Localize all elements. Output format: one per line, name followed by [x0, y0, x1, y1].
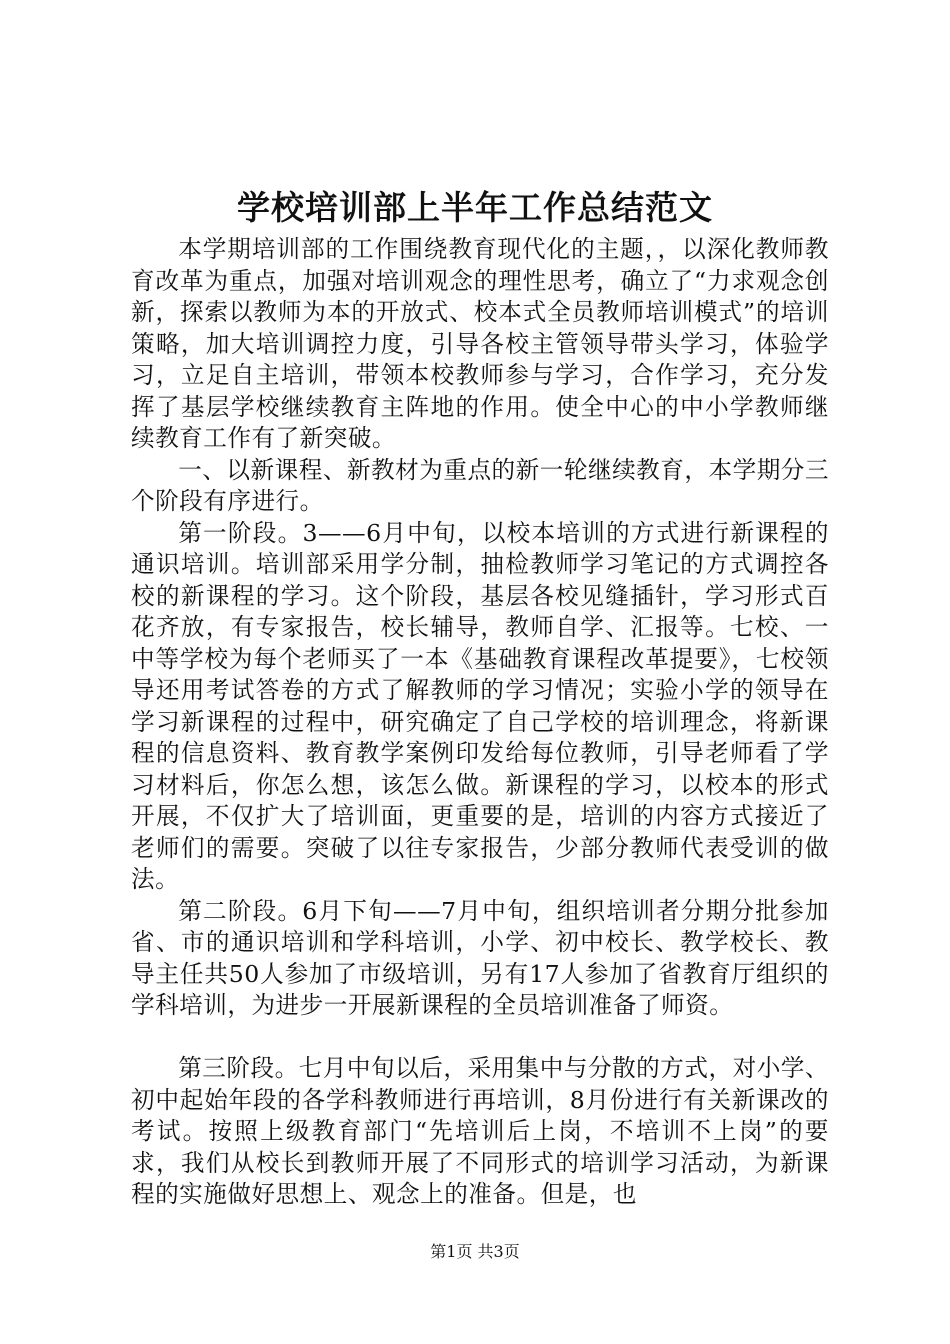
- document-title: 学校培训部上半年工作总结范文: [237, 188, 713, 227]
- paragraph-intro: 本学期培训部的工作围绕教育现代化的主题，，以深化教师教育改革为重点，加强对培训观念的理性思考，确立了“力求观念创新，探索以教师为本的开放式、校本式全员教师培训模式”的培训策略，加大培训调控力度，引导各校主管领导带头学习，体验学习，立足自主培训，带领本校教师参与学习，合作学习，充分发挥了基层学校继续教育主阵地的作用。使全中心的中小学教师继续教育工作有了新突破。: [131, 235, 829, 452]
- page-footer: 第1页 共3页: [430, 1242, 520, 1261]
- paragraph-stage-three: 第三阶段。七月中旬以后，采用集中与分散的方式，对小学、初中起始年段的各学科教师进行再培训，8月份进行有关新课改的考试。按照上级教育部门“先培训后上岗，不培训不上岗”的要求，我们从校长到教师开展了不同形式的培训学习活动，为新课程的实施做好思想上、观念上的准备。但是，也: [131, 1054, 829, 1208]
- document-body: [131, 234, 829, 1211]
- paragraph-spacer: [131, 1022, 829, 1054]
- paragraph-stage-two: 第二阶段。6月下旬——7月中旬，组织培训者分期分批参加省、市的通识培训和学科培训，小学、初中校长、教学校长、教导主任共50人参加了市级培训，另有17人参加了省教育厅组织的学科培训，为进步一开展新课程的全员培训准备了师资。: [131, 896, 829, 1019]
- paragraph-stage-one: 第一阶段。3——6月中旬，以校本培训的方式进行新课程的通识培训。培训部采用学分制，抽检教师学习笔记的方式调控各校的新课程的学习。这个阶段，基层各校见缝插针，学习形式百花齐放，有专家报告，校长辅导，教师自学、汇报等。七校、一中等学校为每个老师买了一本《基础教育课程改革提要》，七校领导还用考试答卷的方式了解教师的学习情况；实验小学的领导在学习新课程的过程中，研究确定了自己学校的培训理念，将新课程的信息资料、教育教学案例印发给每位教师，引导老师看了学习材料后，你怎么想，该怎么做。新课程的学习，以校本的形式开展，不仅扩大了培训面，更重要的是，培训的内容方式接近了老师们的需要。突破了以往专家报告，少部分教师代表受训的做法。: [131, 518, 829, 893]
- paragraph-section-one: 一、以新课程、新教材为重点的新一轮继续教育，本学期分三个阶段有序进行。: [131, 455, 829, 515]
